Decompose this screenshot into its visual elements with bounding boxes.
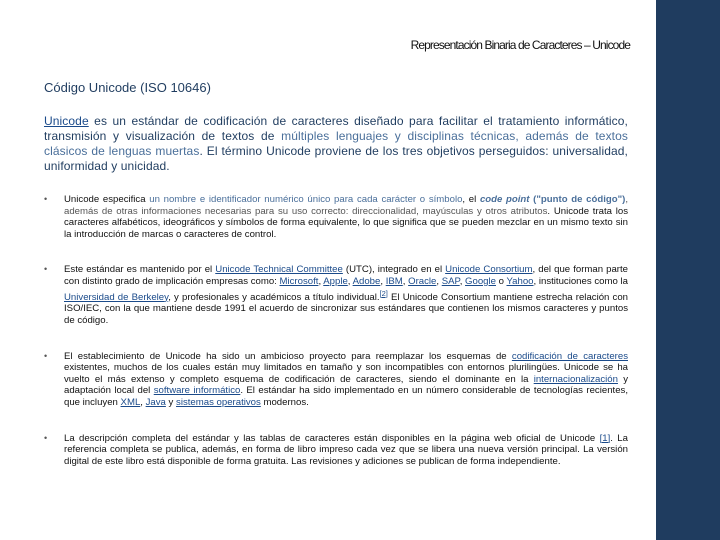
text: , y profesionales y académicos a título individual. (168, 291, 380, 303)
berkeley-link[interactable]: Universidad de Berkeley (64, 291, 169, 303)
separator: o (495, 275, 507, 287)
sidebar-bar (656, 0, 720, 540)
text: . Unicode trata los caracteres alfabéticos, ideográficos y símbolos de forma equivalente, lo que significa que se pueden mezclar en un mismo texto sin la introducción de marcas o caracteres de control. (64, 205, 628, 240)
text: . El estándar ha sido implementado en un número considerable de tecnologías recientes, que incluyen (64, 385, 628, 408)
bullet-list (44, 194, 628, 491)
unicode-link[interactable]: Unicode (44, 114, 89, 128)
bullet-icon: • (44, 194, 48, 204)
text: El establecimiento de Unicode ha sido un ambicioso proyecto para reemplazar los esquemas de (64, 350, 512, 362)
text: existentes, muchos de los cuales están muy limitados en tamaño y son incompatibles con entornos plurilingües. Unicode se ha vuelto el más extenso y completo esquema de codificación de caracteres, siendo el dominante en la (64, 362, 628, 385)
text: . La referencia completa se publica, además, en forma de libro impreso cada vez que se libera una nueva versión principal. La versión digital de este libro está disponible de forma gratuita. Las revisiones y adiciones se publican de forma independiente. (64, 432, 628, 467)
text: , del que forman parte con distinto grado de implicación empresas como: (64, 264, 628, 287)
text: , instituciones como la (533, 275, 628, 287)
google-link[interactable]: Google (465, 275, 496, 287)
text: La descripción completa del estándar y las tablas de caracteres están disponibles en la página web oficial de Unicode (64, 432, 600, 444)
intro-paragraph (44, 114, 628, 174)
intro-highlight: múltiples lenguajes y disciplinas técnicas, además de textos clásicos de lenguas muertas (44, 129, 628, 158)
software-link[interactable]: software informático (153, 385, 241, 397)
separator: , (318, 275, 324, 287)
separator: , (402, 275, 409, 287)
separator: , (436, 275, 442, 287)
text: y adaptación local del (64, 373, 629, 397)
section-subtitle: Código Unicode (ISO 10646) (44, 80, 211, 95)
text: modernos. (260, 396, 309, 408)
separator: , (140, 396, 146, 408)
java-link[interactable]: Java (145, 396, 166, 408)
character-encoding-link[interactable]: codificación de caracteres (511, 350, 628, 362)
page-title: Representación Binaria de Caracteres – Unicode (410, 38, 630, 52)
text-highlight: un nombre e identificador numérico único para cada carácter o símbolo (149, 194, 463, 205)
xml-link[interactable]: XML (120, 396, 141, 408)
apple-link[interactable]: Apple (323, 275, 348, 287)
utc-link[interactable]: Unicode Technical Committee (215, 264, 343, 276)
list-item (44, 264, 628, 326)
text: , el (462, 194, 480, 205)
yahoo-link[interactable]: Yahoo (506, 275, 534, 287)
text: Unicode especifica (64, 194, 150, 205)
text-gray: , además de otras informaciones necesarias para su uso correcto: direccionalidad, mayúsculas y otros atributos (64, 194, 628, 217)
unicode-consortium-link[interactable]: Unicode Consortium (445, 264, 533, 276)
separator: , (459, 275, 466, 287)
list-item (44, 433, 628, 468)
oracle-link[interactable]: Oracle (408, 275, 437, 287)
text-highlight: ("punto de código") (529, 194, 626, 205)
adobe-link[interactable]: Adobe (352, 275, 381, 287)
separator: , (347, 275, 353, 287)
separator: y (165, 396, 177, 408)
reference-link[interactable]: [1] (599, 432, 611, 444)
ibm-link[interactable]: IBM (385, 275, 403, 287)
bullet-icon: • (44, 264, 48, 275)
bullet-icon: • (44, 432, 48, 443)
intro-text-1: es un estándar de codificación de caracteres diseñado para facilitar el tratamiento informático, transmisión y visualización de textos de (44, 114, 628, 143)
reference-link[interactable]: [2] (379, 288, 388, 298)
sap-link[interactable]: SAP (441, 275, 460, 287)
separator: , (380, 275, 386, 287)
text: El Unicode Consortium mantiene estrecha relación con ISO/IEC, con la que mantiene desde 1991 el acuerdo de sincronizar sus estándares que contienen los mismos caracteres y puntos de código. (64, 291, 628, 326)
microsoft-link[interactable]: Microsoft (279, 275, 319, 287)
bullet-icon: • (44, 350, 48, 361)
list-item (44, 351, 628, 409)
list-item (44, 194, 628, 240)
intro-text-2: . El término Unicode proviene de los tres objetivos perseguidos: universalidad, uniformidad y unicidad. (44, 144, 628, 173)
text: Este estándar es mantenido por el (64, 264, 216, 276)
internationalization-link[interactable]: internacionalización (533, 373, 618, 385)
text: (UTC), integrado en el (342, 264, 446, 276)
code-point-term: code point (479, 194, 530, 205)
operating-systems-link[interactable]: sistemas operativos (176, 396, 261, 408)
